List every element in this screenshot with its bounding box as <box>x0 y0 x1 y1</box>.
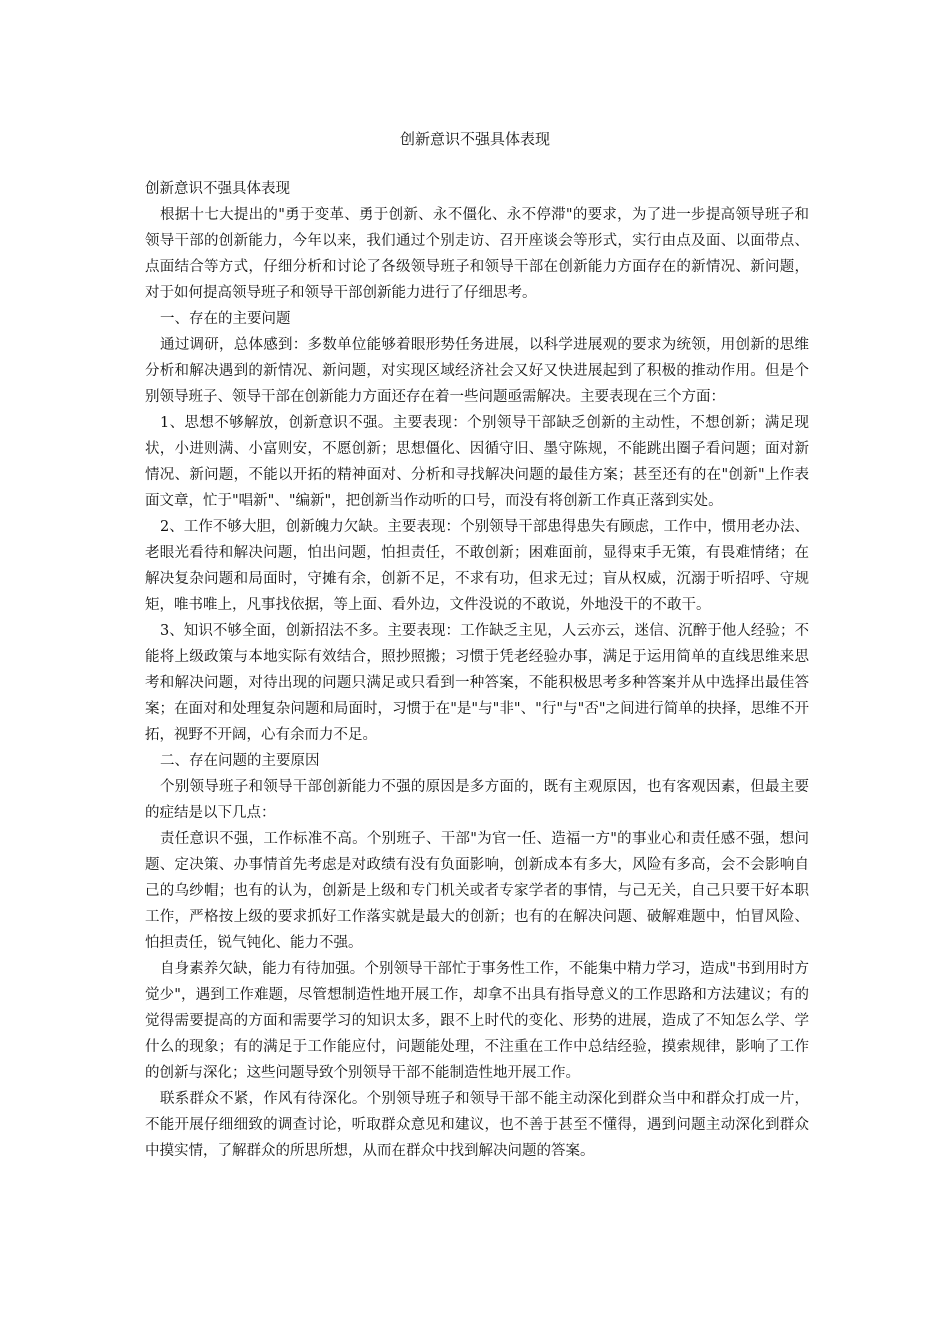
document-title: 创新意识不强具体表现 <box>399 130 550 148</box>
document-body <box>145 176 809 1164</box>
body-paragraph: 2、工作不够大胆，创新魄力欠缺。主要表现：个别领导干部患得患失有顾虑，工作中，惯用老办法、老眼光看待和解决问题，怕出问题，怕担责任，不敢创新；困难面前，显得束手无策，有畏难情绪；在解决复杂问题和局面时，守摊有余，创新不足，不求有功，但求无过；盲从权威，沉溺于听招呼、守规矩，唯书唯上，凡事找依据，等上面、看外边，文件没说的不敢说，外地没干的不敢干。 <box>145 519 809 613</box>
body-paragraph: 联系群众不紧，作风有待深化。个别领导班子和领导干部不能主动深化到群众当中和群众打成一片，不能开展仔细细致的调查讨论，听取群众意见和建议，也不善于甚至不懂得，遇到问题主动深化到群众中摸实情，了解群众的所思所想，从而在群众中找到解决问题的答案。 <box>145 1091 809 1159</box>
body-paragraph: 自身素养欠缺，能力有待加强。个别领导干部忙于事务性工作，不能集中精力学习，造成"书到用时方觉少"，遇到工作难题，尽管想制造性地开展工作，却拿不出具有指导意义的工作思路和方法建议；有的觉得需要提高的方面和需要学习的知识太多，跟不上时代的变化、形势的进展，造成了不知怎么学、学什么的现象；有的满足于工作能应付，问题能处理，不注重在工作中总结经验，摸索规律，影响了工作的创新与深化；这些问题导致个别领导干部不能制造性地开展工作。 <box>145 961 809 1081</box>
body-paragraph: 根据十七大提出的"勇于变革、勇于创新、永不僵化、永不停滞"的要求，为了进一步提高领导班子和领导干部的创新能力，今年以来，我们通过个别走访、召开座谈会等形式，实行由点及面、以面带点、点面结合等方式，仔细分析和讨论了各级领导班子和领导干部在创新能力方面存在的新情况、新问题，对于如何提高领导班子和领导干部创新能力进行了仔细思考。 <box>145 207 809 301</box>
body-paragraph: 个别领导班子和领导干部创新能力不强的原因是多方面的，既有主观原因，也有客观因素，但最主要的症结是以下几点： <box>145 779 809 821</box>
body-paragraph: 责任意识不强，工作标准不高。个别班子、干部"为官一任、造福一方"的事业心和责任感不强，想问题、定决策、办事情首先考虑是对政绩有没有负面影响，创新成本有多大，风险有多高，会不会影响自己的乌纱帽；也有的认为，创新是上级和专门机关或者专家学者的事情，与己无关，自己只要干好本职工作，严格按上级的要求抓好工作落实就是最大的创新；也有的在解决问题、破解难题中，怕冒风险、怕担责任，锐气钝化、能力不强。 <box>145 831 809 951</box>
body-paragraph: 二、存在问题的主要原因 <box>160 753 320 769</box>
body-paragraph: 一、存在的主要问题 <box>160 311 291 327</box>
body-paragraph: 3、知识不够全面，创新招法不多。主要表现：工作缺乏主见，人云亦云，迷信、沉醉于他人经验；不能将上级政策与本地实际有效结合，照抄照搬；习惯于凭老经验办事，满足于运用简单的直线思维来思考和解决问题，对待出现的问题只满足或只看到一种答案，不能积极思考多种答案并从中选择出最佳答案；在面对和处理复杂问题和局面时，习惯于在"是"与"非"、"行"与"否"之间进行简单的抉择，思维不开拓，视野不开阔，心有余而力不足。 <box>145 623 809 743</box>
body-paragraph: 1、思想不够解放，创新意识不强。主要表现：个别领导干部缺乏创新的主动性，不想创新；满足现状，小进则满、小富则安，不愿创新；思想僵化、因循守旧、墨守陈规，不能跳出圈子看问题；面对新情况、新问题，不能以开拓的精神面对、分析和寻找解决问题的最佳方案；甚至还有的在"创新"上作表面文章，忙于"唱新"、"编新"，把创新当作动听的口号，而没有将创新工作真正落到实处。 <box>145 415 809 509</box>
body-paragraph: 通过调研，总体感到：多数单位能够着眼形势任务进展，以科学进展观的要求为统领，用创新的思维分析和解决遇到的新情况、新问题，对实现区域经济社会又好又快进展起到了积极的推动作用。但是个别领导班子、领导干部在创新能力方面还存在着一些问题亟需解决。主要表现在三个方面： <box>145 337 809 405</box>
body-paragraph: 创新意识不强具体表现 <box>145 181 290 197</box>
